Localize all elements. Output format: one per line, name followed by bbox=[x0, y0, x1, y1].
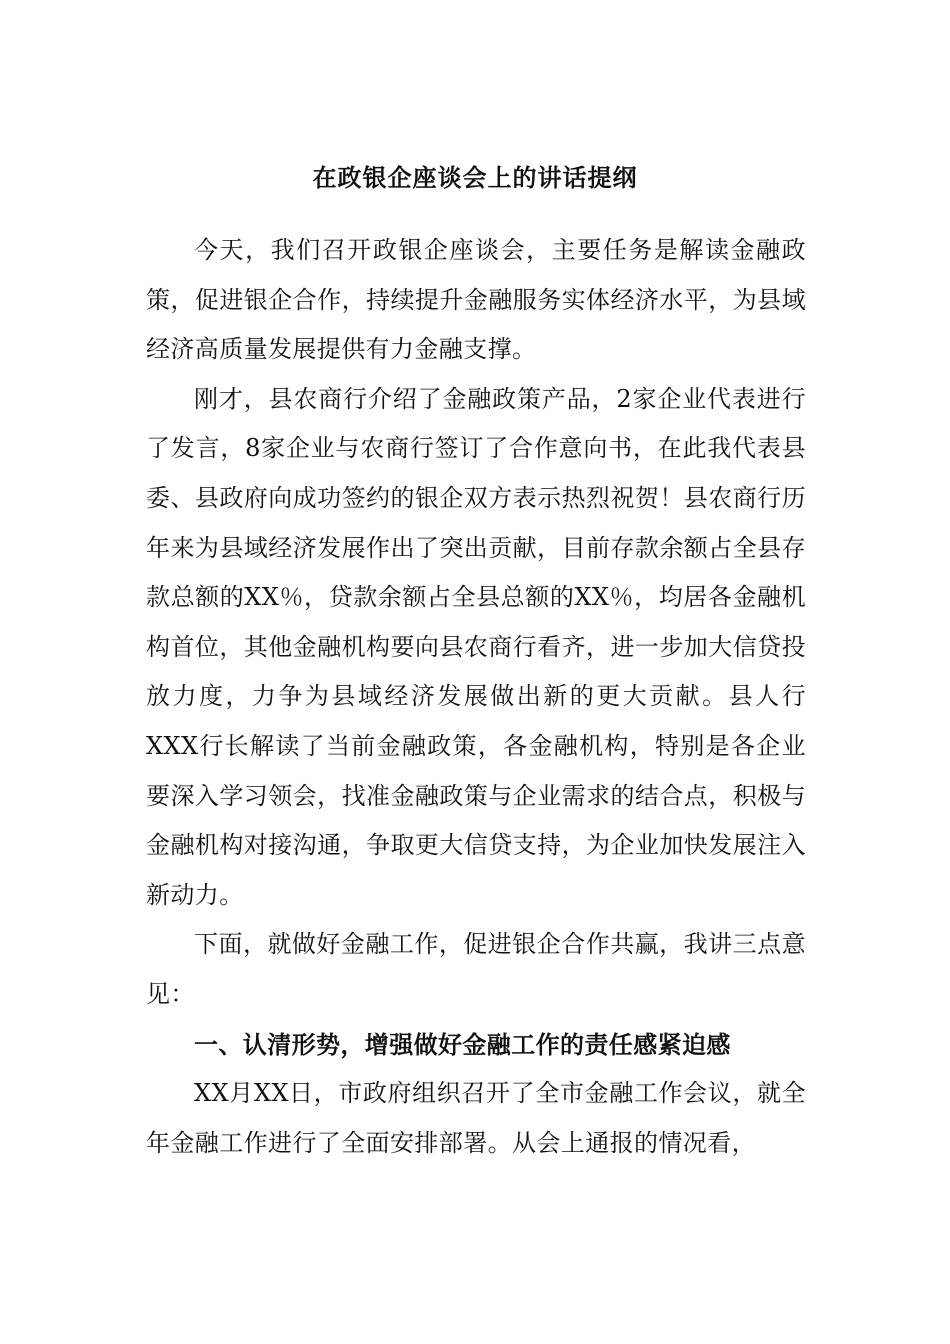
document-body bbox=[146, 226, 806, 1168]
paragraph-transition: 下面，就做好金融工作，促进银企合作共赢，我讲三点意见： bbox=[146, 930, 806, 1008]
paragraph-opening: 今天，我们召开政银企座谈会，主要任务是解读金融政策，促进银企合作，持续提升金融服务实体经济水平，为县域经济高质量发展提供有力金融支撑。 bbox=[146, 236, 806, 364]
section-heading-1: 一、认清形势，增强做好金融工作的责任感紧迫感 bbox=[194, 1029, 731, 1059]
paragraph-section-1: XX月XX日，市政府组织召开了全市金融工作会议，就全年金融工作进行了全面安排部署。从会上通报的情况看， bbox=[146, 1079, 806, 1157]
document-title: 在政银企座谈会上的讲话提纲 bbox=[312, 163, 638, 192]
paragraph-review: 刚才，县农商行介绍了金融政策产品，2家企业代表进行了发言，8家企业与农商行签订了合作意向书，在此我代表县委、县政府向成功签约的银企双方表示热烈祝贺！县农商行历年来为县域经济发展作出了突出贡献，目前存款余额占全县存款总额的XX％，贷款余额占全县总额的XX％，均居各金融机构首位，其他金融机构要向县农商行看齐，进一步加大信贷投放力度，力争为县域经济发展做出新的更大贡献。县人行XXX行长解读了当前金融政策，各金融机构，特别是各企业要深入学习领会，找准金融政策与企业需求的结合点，积极与金融机构对接沟通，争取更大信贷支持，为企业加快发展注入新动力。 bbox=[146, 384, 806, 909]
